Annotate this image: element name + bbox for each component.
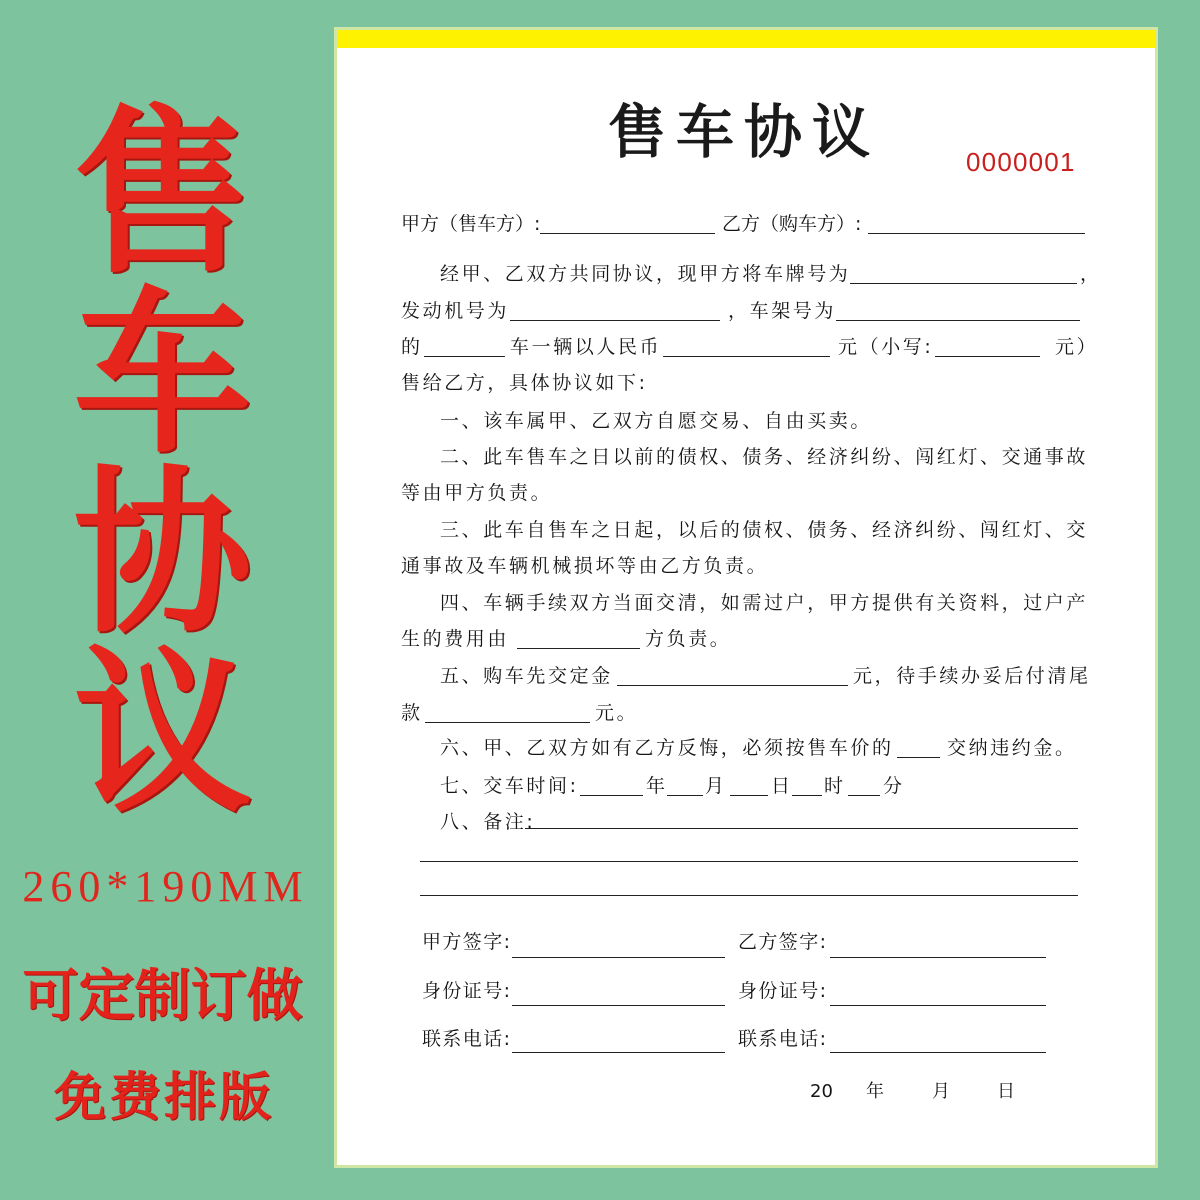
party-a-signature-label: 甲方签字:: [422, 931, 512, 953]
intro-line-1: 经甲、乙双方共同协议，现甲方将车牌号为: [440, 263, 851, 285]
clause-7-label: 七、交车时间:: [440, 775, 579, 797]
top-color-strip: [337, 30, 1155, 48]
clause-6b: 交纳违约金。: [947, 737, 1077, 759]
party-a-id-label: 身份证号:: [422, 980, 512, 1002]
delivery-minute-blank: [848, 795, 880, 796]
party-a-blank: [540, 233, 715, 234]
delivery-hour-unit: 时: [824, 775, 846, 797]
engine-number-label: 发动机号为: [401, 300, 510, 322]
party-b-phone-label: 联系电话:: [738, 1028, 828, 1050]
price-uppercase-blank: [663, 356, 830, 357]
clause-2-line-2: 等由甲方负责。: [401, 482, 553, 504]
penalty-blank: [897, 757, 940, 758]
delivery-month-unit: 月: [705, 775, 727, 797]
date-year-prefix: 20: [810, 1081, 833, 1102]
clause-4-line-1: 四、车辆手续双方当面交清，如需过户，甲方提供有关资料，过户产: [440, 592, 1089, 614]
frame-number-blank: [836, 320, 1080, 321]
party-a-label: 甲方（售车方）:: [401, 213, 541, 235]
fee-party-blank: [517, 648, 640, 649]
of-label: 的: [401, 336, 423, 358]
party-a-phone-label: 联系电话:: [422, 1028, 512, 1050]
promo-size-text: 260*190MM: [22, 862, 309, 911]
delivery-year-unit: 年: [646, 775, 668, 797]
party-a-signature-blank: [512, 957, 725, 958]
clause-5-line-1a: 五、购车先交定金: [440, 665, 613, 687]
promo-title-char: 议: [73, 628, 252, 837]
party-b-id-label: 身份证号:: [738, 980, 828, 1002]
party-a-phone-blank: [512, 1052, 725, 1053]
delivery-minute-unit: 分: [883, 775, 905, 797]
clause-3-line-1: 三、此车自售车之日起，以后的债权、债务、经济纠纷、闯红灯、交: [440, 519, 1089, 541]
vehicle-price-label: 车一辆以人民币: [510, 336, 662, 358]
promo-panel: [0, 0, 325, 1200]
price-lowercase-label: 元（小写:: [838, 336, 934, 358]
remarks-blank-2: [420, 861, 1078, 862]
agreement-form: [337, 30, 1155, 1165]
clause-4-line-2b: 方负责。: [645, 628, 732, 650]
party-b-signature-label: 乙方签字:: [738, 931, 828, 953]
clause-1: 一、该车属甲、乙双方自愿交易、自由买卖。: [440, 410, 873, 432]
clause-5-line-2a: 款: [401, 702, 423, 724]
delivery-month-blank: [667, 795, 703, 796]
promo-title-char: 售: [73, 88, 252, 297]
clause-3-line-2: 通事故及车辆机械损坏等由乙方负责。: [401, 555, 769, 577]
price-lowercase-blank: [935, 356, 1040, 357]
form-title: 售车协议: [608, 98, 881, 166]
remarks-blank-3: [420, 895, 1078, 896]
balance-blank: [425, 722, 590, 723]
delivery-day-unit: 日: [771, 775, 793, 797]
date-day-label: 日: [997, 1081, 1015, 1102]
engine-number-blank: [510, 320, 720, 321]
party-b-id-blank: [830, 1005, 1046, 1006]
clause-6a: 六、甲、乙双方如有乙方反悔，必须按售车价的: [440, 737, 894, 759]
party-b-blank: [868, 233, 1085, 234]
deposit-blank: [617, 685, 848, 686]
price-close-label: 元）: [1055, 336, 1099, 358]
clause-2-line-1: 二、此车售车之日以前的债权、债务、经济纠纷、闯红灯、交通事故: [440, 446, 1089, 468]
party-b-label: 乙方（购车方）:: [722, 213, 862, 235]
promo-free-layout-text: 免费排版: [53, 1067, 274, 1128]
date-year-label: 年: [866, 1081, 884, 1102]
sold-to-line: 售给乙方，具体协议如下:: [401, 372, 648, 394]
delivery-day-blank: [730, 795, 768, 796]
promo-title-char: 车: [73, 268, 252, 477]
party-b-phone-blank: [830, 1052, 1046, 1053]
promo-title: [0, 88, 325, 837]
party-a-id-blank: [512, 1005, 725, 1006]
serial-number: 0000001: [966, 147, 1076, 177]
promo-title-char: 协: [73, 448, 252, 657]
clause-4-line-2a: 生的费用由: [401, 628, 510, 650]
clause-5-line-1b: 元，待手续办妥后付清尾: [853, 665, 1091, 687]
delivery-year-blank: [580, 795, 643, 796]
intro-line-1-end: ，: [1080, 263, 1102, 285]
party-b-signature-blank: [830, 957, 1046, 958]
plate-number-blank: [850, 283, 1077, 284]
clause-8-label: 八、备注:: [440, 811, 536, 833]
frame-number-label: ，车架号为: [728, 300, 837, 322]
remarks-blank-1: [525, 828, 1078, 829]
vehicle-model-blank: [424, 356, 505, 357]
clause-5-line-2b: 元。: [595, 702, 639, 724]
delivery-hour-blank: [792, 795, 822, 796]
date-month-label: 月: [932, 1081, 950, 1102]
promo-custom-text: 可定制订做: [22, 963, 303, 1029]
